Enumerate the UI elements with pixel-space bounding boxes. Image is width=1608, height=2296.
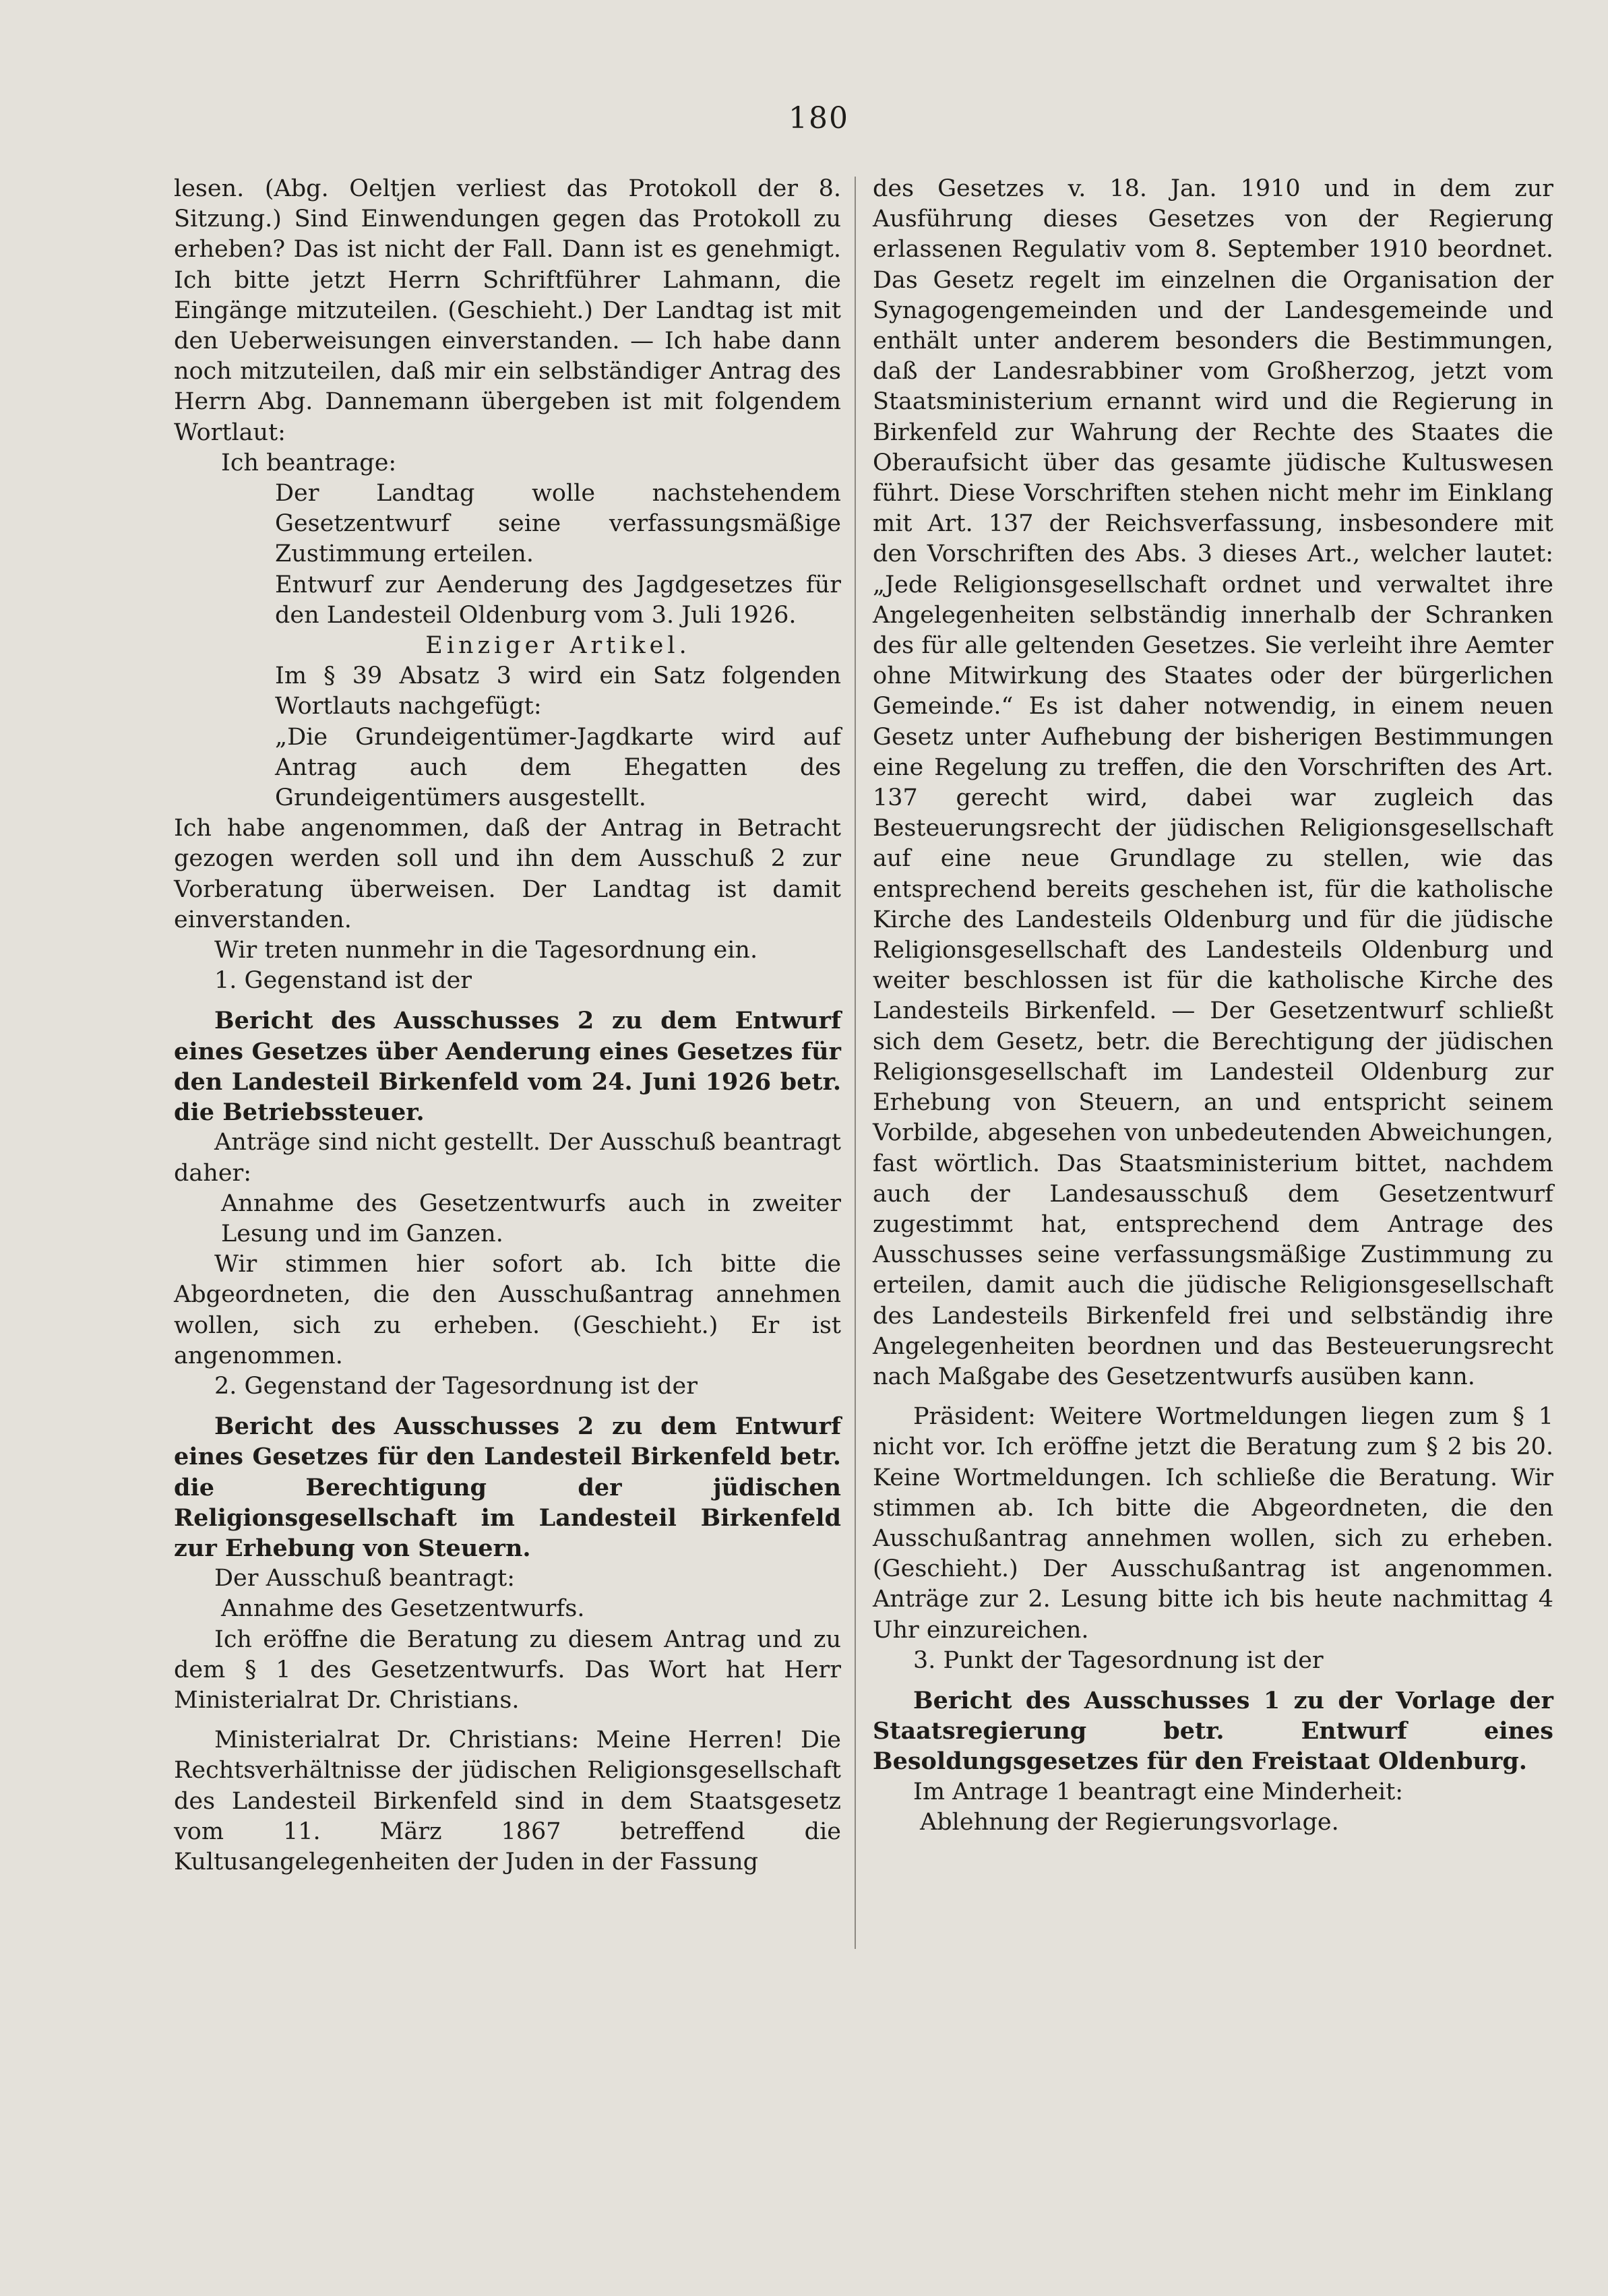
paragraph: Der Ausschuß beantragt: <box>214 1565 516 1592</box>
paragraph: Im § 39 Absatz 3 wird ein Satz folgenden Wortlauts nachgefügt: <box>275 662 841 720</box>
paragraph: 3. Punkt der Tagesordnung ist der <box>913 1646 1324 1674</box>
agenda-heading: Bericht des Ausschusses 2 zu dem Entwurf eines Gesetzes über Aenderung eines Gesetzes für den Landesteil Birkenfeld vom 24. Juni 1926 betr. die Betriebssteuer. <box>174 1007 841 1127</box>
page-number: 180 <box>788 101 849 135</box>
paragraph: Ministerialrat Dr. Christians: Meine Herren! Die Rechtsverhältnisse der jüdischen Religionsgesellschaft des Landesteil Birkenfeld sind in dem Staatsgesetz vom 11. März 1867 betreffend die Kultusangelegenheiten der Juden in der Fassung <box>174 1727 841 1875</box>
paragraph: Annahme des Gesetzentwurfs auch in zweiter Lesung und im Ganzen. <box>221 1189 841 1247</box>
paragraph: Anträge sind nicht gestellt. Der Ausschuß beantragt daher: <box>174 1129 841 1187</box>
left-column <box>174 174 841 1878</box>
paragraph: des Gesetzes v. 18. Jan. 1910 und in dem zur Ausführung dieses Gesetzes von der Regierung erlassenen Regulativ vom 8. September 1910 beordnet. Das Gesetz regelt im einzelnen die Organisation der Synagogengemeinden und der Landesgemeinde und enthält unter anderem besonders die Bestimmungen, daß der Landesrabbiner vom Großherzog, jetzt vom Staatsministerium ernannt wird und die Regierung in Birkenfeld zur Wahrung der Rechte des Staates die Oberaufsicht über das gesamte jüdische Kultuswesen führt. Diese Vorschriften stehen nicht mehr im Einklang mit Art. 137 der Reichsverfassung, insbesondere mit den Vorschriften des Abs. 3 dieses Art., welcher lautet: „Jede Religionsgesellschaft ordnet und verwaltet ihre Angelegenheiten selbständig innerhalb der Schranken des für alle geltenden Gesetzes. Sie verleiht ihre Aemter ohne Mitwirkung des Staates oder der bürgerlichen Gemeinde.“ Es ist daher notwendig, in einem neuen Gesetz unter Aufhebung der bisherigen Bestimmungen eine Regelung zu treffen, die den Vorschriften des Art. 137 gerecht wird, dabei war zugleich das Besteuerungsrecht der jüdischen Religionsgesellschaft auf eine neue Grundlage zu stellen, wie das entsprechend bereits geschehen ist, für die katholische Kirche des Landesteils Oldenburg und für die jüdische Religionsgesellschaft des Landesteils Oldenburg und weiter beschlossen ist für die katholische Kirche des Landesteils Birkenfeld. — Der Gesetzentwurf schließt sich dem Gesetz, betr. die Berechtigung der jüdischen Religionsgesellschaft im Landesteil Oldenburg zur Erhebung von Steuern, an und entspricht seinem Vorbilde, abgesehen von unbedeutenden Abweichungen, fast wörtlich. Das Staatsministerium bittet, nachdem auch der Landesausschuß dem Gesetzentwurf zugestimmt hat, entsprechend dem Antrage des Ausschusses seine verfassungsmäßige Zustimmung zu erteilen, damit auch die jüdische Religionsgesellschaft des Landesteils Birkenfeld frei und selbständig ihre Angelegenheiten beordnen und das Besteuerungsrecht nach Maßgabe des Gesetzentwurfs ausüben kann. <box>873 175 1553 1390</box>
paragraph: Ich beantrage: <box>221 449 397 476</box>
paragraph: lesen. (Abg. Oeltjen verliest das Protokoll der 8. Sitzung.) Sind Einwendungen gegen das Protokoll zu erheben? Das ist nicht der Fall. Dann ist es genehmigt. Ich bitte jetzt Herrn Schriftführer Lahmann, die Eingänge mitzuteilen. (Geschieht.) Der Landtag ist mit den Ueberweisungen einverstanden. — Ich habe dann noch mitzuteilen, daß mir ein selbständiger Antrag des Herrn Abg. Dannemann übergeben ist mit folgendem Wortlaut: <box>174 175 841 446</box>
paragraph: Im Antrage 1 beantragt eine Minderheit: <box>913 1778 1404 1805</box>
paragraph: „Die Grundeigentümer-Jagdkarte wird auf Antrag auch dem Ehegatten des Grundeigentümers ausgestellt. <box>275 723 841 812</box>
paragraph: Der Landtag wolle nachstehendem Gesetzentwurf seine verfassungsmäßige Zustimmung erteilen. <box>275 480 841 568</box>
column-divider <box>855 177 856 1949</box>
paragraph: Präsident: Weitere Wortmeldungen liegen zum § 1 nicht vor. Ich eröffne jetzt die Beratung zum § 2 bis 20. Keine Wortmeldungen. Ich schließe die Beratung. Wir stimmen ab. Ich bitte die Abgeordneten, die den Ausschußantrag annehmen wollen, sich zu erheben. (Geschieht.) Der Ausschußantrag ist angenommen. Anträge zur 2. Lesung bitte ich bis heute nachmittag 4 Uhr einzureichen. <box>873 1403 1553 1644</box>
paragraph: 2. Gegenstand der Tagesordnung ist der <box>214 1372 698 1400</box>
paragraph: Annahme des Gesetzentwurfs. <box>221 1595 585 1623</box>
right-column <box>873 174 1553 1838</box>
paragraph: Ich habe angenommen, daß der Antrag in Betracht gezogen werden soll und ihn dem Ausschuß 2 zur Vorberatung überweisen. Der Landtag ist damit einverstanden. <box>174 815 841 933</box>
article-heading: Einziger Artikel. <box>425 632 691 660</box>
paragraph: Ich eröffne die Beratung zu diesem Antrag und zu dem § 1 des Gesetzentwurfs. Das Wort hat Herr Ministerialrat Dr. Christians. <box>174 1625 841 1714</box>
paragraph: Entwurf zur Aenderung des Jagdgesetzes für den Landesteil Oldenburg vom 3. Juli 1926. <box>275 571 841 629</box>
paragraph: Ablehnung der Regierungsvorlage. <box>920 1808 1339 1836</box>
paragraph: Wir stimmen hier sofort ab. Ich bitte die Abgeordneten, die den Ausschußantrag annehmen wollen, sich zu erheben. (Geschieht.) Er ist angenommen. <box>174 1251 841 1369</box>
agenda-heading: Bericht des Ausschusses 2 zu dem Entwurf eines Gesetzes für den Landesteil Birkenfeld betr. die Berechtigung der jüdischen Religionsgesellschaft im Landesteil Birkenfeld zur Erhebung von Steuern. <box>174 1413 841 1562</box>
paragraph: Wir treten nunmehr in die Tagesordnung ein. <box>214 937 758 964</box>
agenda-heading: Bericht des Ausschusses 1 zu der Vorlage der Staatsregierung betr. Entwurf eines Besoldungsgesetzes für den Freistaat Oldenburg. <box>873 1686 1553 1776</box>
paragraph: 1. Gegenstand ist der <box>214 967 472 995</box>
